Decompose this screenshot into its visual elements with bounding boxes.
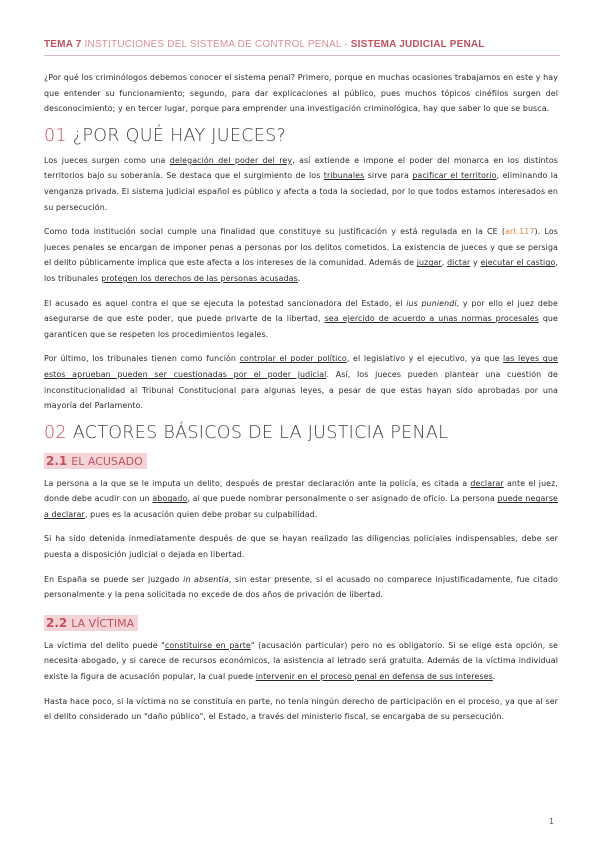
section-1-number: 01	[44, 125, 67, 146]
underlined-term: dictar	[447, 258, 471, 268]
header-topic: TEMA 7	[44, 39, 82, 50]
paragraph: El acusado es aquel contra el que se ejecuta la potestad sancionadora del Estado, el ius puniendi, y por ello el juez debe asegurarse de que este poder, que puede privarte de la libertad, sea ejercido de acuerdo a unas normas procesales que garanticen que se respeten los procedimientos legales.	[44, 298, 558, 339]
subsection-2-1-heading	[44, 453, 147, 469]
paragraph: Como toda institución social cumple una finalidad que constituye su justificación y está regulada en la CE (art.117). Los jueces penales se encargan de imponer penas a personas por los delitos cometidos. La existencia de jueces y que se persiga el delito públicamente implica que este afecta a los intereses de la comunidad. Además de juzgar, dictar y ejecutar el castigo, los tribunales protegen los derechos de las personas acusadas.	[44, 227, 558, 283]
subsection-title: LA VÍCTIMA	[71, 616, 135, 630]
underlined-term: las leyes que estos aprueban pueden ser cuestionadas por el poder judicial	[44, 354, 558, 379]
underlined-term: puede negarse a declarar	[44, 494, 558, 519]
section-2-number: 02	[44, 422, 67, 443]
document-body	[44, 70, 558, 734]
subsection-number: 2.2	[46, 615, 68, 630]
header-chapter: INSTITUCIONES DEL SISTEMA DE CONTROL PENAL -	[81, 39, 351, 50]
section-2-title: ACTORES BÁSICOS DE LA JUSTICIA PENAL	[66, 422, 449, 443]
section-1-title: ¿POR QUÉ HAY JUECES?	[66, 125, 287, 146]
paragraph: En España se puede ser juzgado in absentia, sin estar presente, si el acusado no comparece injustificadamente, fue citado personalmente y la pena solicitada no excede de dos años de privación de libertad.	[44, 574, 558, 600]
header-divider	[44, 55, 560, 56]
underlined-term: sea ejercido de acuerdo a unas normas procesales	[324, 314, 539, 324]
underlined-term: declarar	[470, 478, 504, 488]
page-number: 1	[549, 817, 555, 826]
subsection-number: 2.1	[46, 453, 68, 468]
subsection-title: EL ACUSADO	[71, 454, 143, 468]
underlined-term: ejecutar el castigo	[480, 258, 556, 268]
paragraph: Hasta hace poco, si la víctima no se constituía en parte, no tenía ningún derecho de participación en el proceso, ya que al ser el delito considerado un "daño público", el Estado, a través del ministerio fiscal, se encargaba de su persecución.	[44, 696, 558, 722]
section-2-heading	[44, 423, 558, 443]
section-1-heading	[44, 126, 558, 146]
article-reference: art.117	[505, 227, 535, 237]
paragraph: Los jueces surgen como una delegación del poder del rey, así extiende e impone el poder del monarca en los distintos territorios bajo su soberanía. Se destaca que el surgimiento de los tribunales sirve para pacificar el territorio, eliminando la venganza privada. El sistema judicial español es público y afecta a toda la sociedad, por lo que todos estamos interesados en su persecución.	[44, 155, 558, 212]
underlined-term: delegación del poder del rey	[169, 155, 293, 165]
intro-paragraph: ¿Por qué los criminólogos debemos conocer el sistema penal? Primero, porque en muchas ocasiones trabajamos en este y hay que entender su funcionamiento; segundo, para dar explicaciones al público, pues muchos tópicos cinéfilos surgen del desconocimiento; y en tercer lugar, porque para emprender una investigación criminológica, hay que saber lo que se busca.	[44, 73, 558, 114]
paragraph: Por último, los tribunales tienen como función controlar el poder político, el legislativo y el ejecutivo, ya que las leyes que estos aprueban pueden ser cuestionadas por el poder judicial. Así, los jueces pueden plantear una cuestión de inconstitucionalidad al Tribunal Constitucional para algunas leyes, a pesar de que estas hayan sido aprobadas por una mayoría del Parlamento.	[44, 354, 558, 411]
paragraph: Si ha sido detenida inmediatamente después de que se hayan realizado las diligencias policiales indispensables, debe ser puesta a disposición judicial o dejada en libertad.	[44, 534, 558, 560]
page-header	[44, 39, 564, 50]
italic-term: ius puniendi	[406, 298, 457, 308]
underlined-term: pacificar el territorio	[412, 171, 497, 181]
underlined-term: constituirse en parte	[164, 640, 251, 650]
header-section: SISTEMA JUDICIAL PENAL	[350, 39, 485, 50]
paragraph: La persona a la que se le imputa un delito, después de prestar declaración ante la policía, es citada a declarar ante el juez, donde debe acudir con un abogado, al que puede nombrar personalmente o ser asignado de oficio. La persona puede negarse a declarar, pues es la acusación quien debe probar su culpabilidad.	[44, 478, 558, 519]
underlined-term: abogado	[152, 494, 188, 504]
subsection-2-2-heading	[44, 615, 138, 631]
underlined-term: tribunales	[323, 171, 365, 181]
paragraph: La víctima del delito puede "constituirse en parte" (acusación particular) pero no es obligatorio. Si se elige esta opción, se necesita abogado, y si carece de recursos económicos, la asistencia al letrado será gratuita. Además de la víctima individual existe la figura de acusación popular, la cual puede intervenir en el proceso penal en defensa de sus intereses.	[44, 640, 558, 682]
underlined-term: intervenir en el proceso penal en defensa de sus intereses	[255, 672, 493, 682]
underlined-term: juzgar	[416, 258, 442, 268]
underlined-term: protegen los derechos de las personas acusadas	[101, 273, 298, 283]
underlined-term: controlar el poder político	[239, 354, 347, 364]
italic-term: in absentia	[183, 574, 229, 584]
